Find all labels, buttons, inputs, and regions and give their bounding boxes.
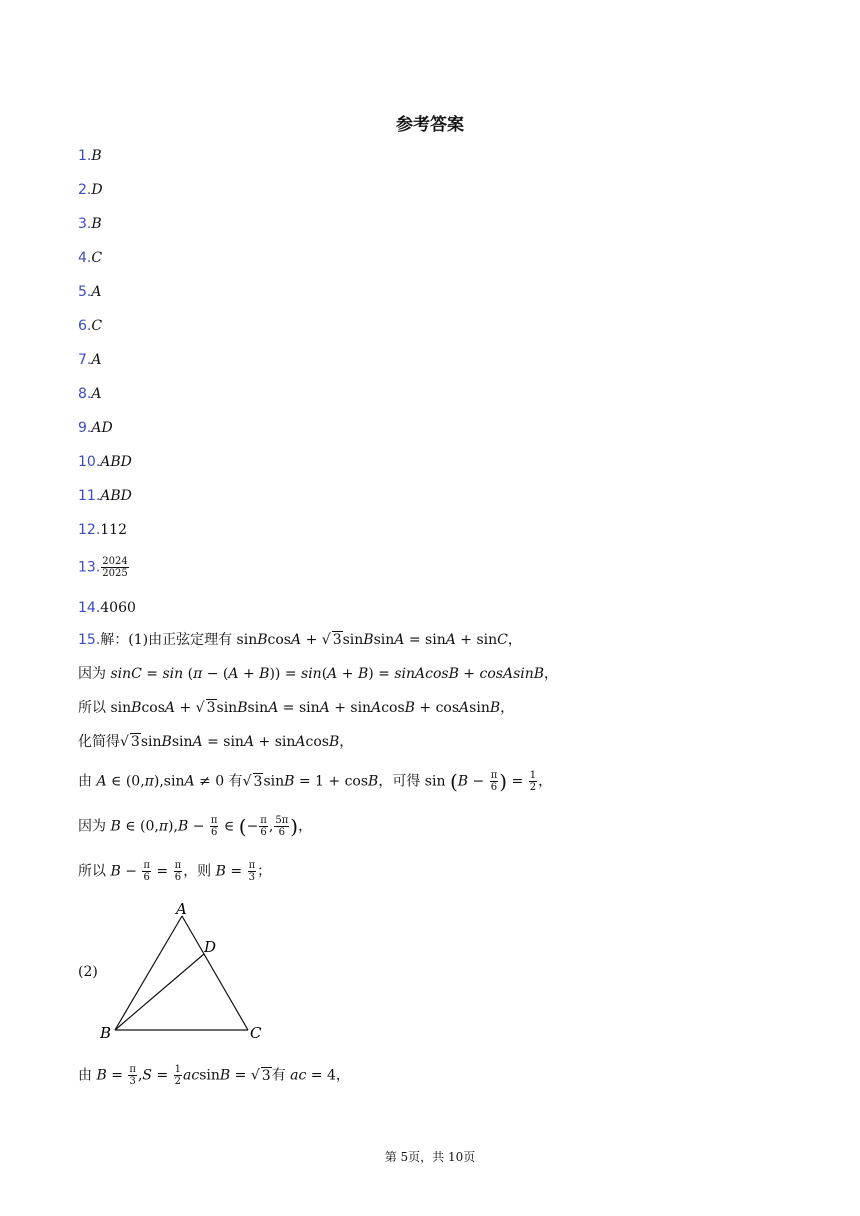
question-number: 13. — [78, 559, 101, 576]
answer-item — [78, 486, 132, 506]
answer-value: B — [91, 216, 102, 232]
solution-line-3: 所以 sinBcosA + √ 3sinBsinA = sinA + sinAcosB + cosAsinB， — [78, 700, 515, 716]
answer-item — [78, 316, 102, 336]
answer-item — [78, 214, 102, 234]
answer-item — [78, 598, 136, 618]
solution-line-8: 由 B = $\frac{\pi}{3}$ ,S = $\frac{1}{2}$ acsinB = √ 3有 ac = 4， — [78, 1064, 350, 1087]
solution-line-1 — [78, 630, 522, 650]
question-number: 14. — [78, 600, 101, 616]
answer-item — [78, 282, 101, 302]
solution-line-4: 化简得√ 3sinBsinA = sinA + sinAcosB， — [78, 734, 354, 750]
answer-value: B — [91, 148, 102, 164]
question-number: 11. — [78, 488, 101, 504]
answer-value: A — [91, 386, 102, 402]
question-number: 10. — [78, 454, 101, 470]
question-number: 3. — [78, 216, 92, 232]
answer-value: C — [91, 250, 103, 266]
answer-item — [78, 350, 101, 370]
question-number: 2. — [78, 182, 92, 198]
question-number: 15. — [78, 632, 101, 648]
triangle-diagram — [90, 898, 290, 1048]
solution-line-7: 所以 B − $\frac{\pi}{6}$ = $\frac{\pi}{6}$ ，则 B = $\frac{\pi}{3}$ ； — [78, 860, 272, 883]
solution-text: 解：(1)由正弦定理有 sinBcosA + √ 3sinBsinA = sinA + sinC， — [100, 632, 522, 648]
answer-value: D — [91, 182, 103, 198]
question-number: 1. — [78, 148, 92, 164]
answer-value: A — [91, 284, 102, 300]
question-number: 6. — [78, 318, 92, 334]
question-number: 4. — [78, 250, 92, 266]
answer-item — [78, 384, 101, 404]
part-2-label: (2) — [78, 964, 98, 980]
page-title: 参考答案 — [396, 115, 464, 135]
answer-value: 4060 — [100, 600, 136, 616]
question-number: 5. — [78, 284, 92, 300]
answer-item — [78, 556, 130, 579]
answer-value: ABD — [100, 454, 132, 470]
vertex-label-d: D — [204, 938, 217, 956]
vertex-label-a: A — [176, 900, 187, 918]
answer-fraction — [101, 556, 128, 579]
fraction-numerator: 2024 — [102, 556, 128, 567]
answer-value: 112 — [100, 522, 127, 538]
question-number: 12. — [78, 522, 101, 538]
vertex-label-b: B — [100, 1024, 112, 1042]
vertex-label-c: C — [250, 1024, 262, 1042]
answer-item — [78, 146, 102, 166]
question-number: 9. — [78, 420, 92, 436]
answer-value: C — [91, 318, 103, 334]
solution-line-5: 由 A ∈ (0,π),sinA ≠ 0 有√ 3sinB = 1 + cosB，可得 sin (B − $\frac{\pi}{6}$ ) = $\frac{1}{2}$ ， — [78, 769, 553, 794]
question-number: 8. — [78, 386, 92, 402]
answer-value: ABD — [100, 488, 132, 504]
fraction-denominator: 2025 — [102, 568, 128, 579]
solution-line-2: 因为 sinC = sin (π − (A + B)) = sin(A + B) = sinAcosB + cosAsinB， — [78, 666, 559, 682]
page-footer: 第 5页，共 10页 — [384, 1150, 476, 1164]
question-number: 7. — [78, 352, 92, 368]
answer-value: AD — [91, 420, 113, 436]
answer-value: A — [91, 352, 102, 368]
solution-line-6: 因为 B ∈ (0,π),B − $\frac{\pi}{6}$ ∈ (− $\frac{\pi}{6}$ , $\frac{5\pi}{6}$ )， — [78, 814, 313, 839]
answer-item — [78, 248, 102, 268]
answer-item — [78, 452, 132, 472]
answer-item — [78, 418, 113, 438]
answer-item — [78, 180, 103, 200]
answer-item — [78, 520, 127, 540]
